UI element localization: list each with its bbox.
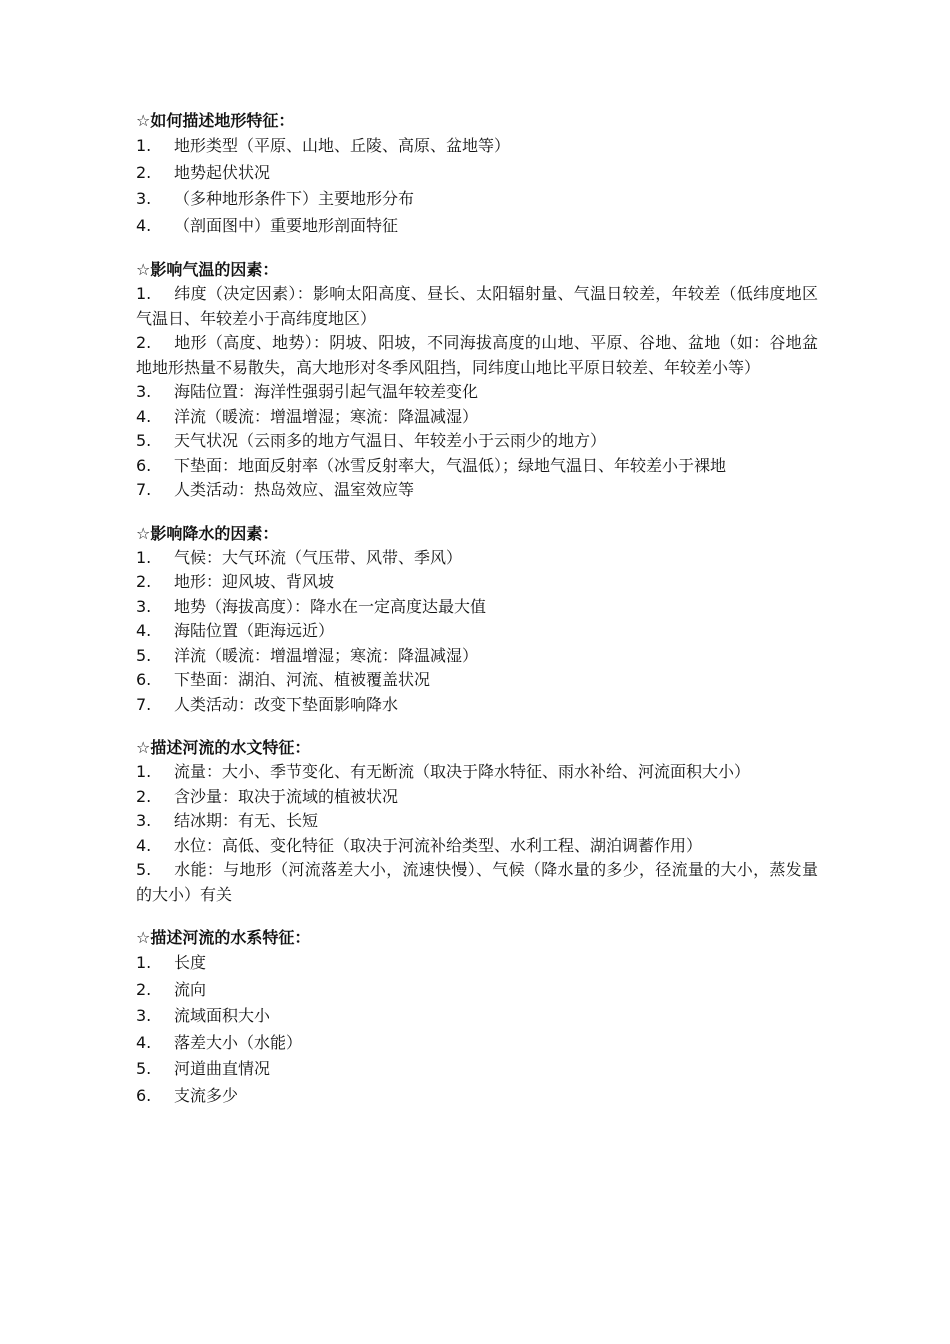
list-item <box>136 595 818 620</box>
list-item <box>136 405 818 430</box>
list-item <box>136 809 818 834</box>
list-item <box>136 977 818 1004</box>
item-number: 3. <box>136 189 152 208</box>
item-text: 地形（高度、地势）：阴坡、阳坡，不同海拔高度的山地、平原、谷地、盆地（如：谷地盆地地形热量不易散失，高大地形对冬季风阻挡，同纬度山地比平原日较差、年较差小等） <box>136 333 818 377</box>
list-item <box>136 785 818 810</box>
item-text: 长度 <box>174 953 207 972</box>
section-river-system <box>136 925 818 1109</box>
item-text: 河道曲直情况 <box>174 1059 271 1078</box>
list-item <box>136 1083 818 1110</box>
item-number: 4. <box>136 215 152 235</box>
item-text: 地势起伏状况 <box>174 162 271 182</box>
item-number: 5. <box>136 860 152 879</box>
list-item <box>136 429 818 454</box>
section-title: ☆影响气温的因素： <box>136 260 279 279</box>
list-item <box>136 546 818 571</box>
item-number: 1. <box>136 953 152 972</box>
item-text: 气候：大气环流（气压带、风带、季风） <box>174 547 463 567</box>
item-number: 1. <box>136 136 152 155</box>
section-title: ☆描述河流的水文特征： <box>136 738 311 757</box>
item-number: 2. <box>136 572 152 591</box>
document-page <box>136 108 818 1127</box>
list-item <box>136 331 818 380</box>
item-text: （剖面图中）重要地形剖面特征 <box>174 215 399 235</box>
item-number: 3. <box>136 1006 152 1025</box>
item-number: 2. <box>136 333 152 352</box>
item-text: 纬度（决定因素）：影响太阳高度、昼长、太阳辐射量、气温日较差，年较差（低纬度地区气温日、年较差小于高纬度地区） <box>136 284 818 328</box>
item-number: 3. <box>136 811 152 830</box>
item-number: 7. <box>136 694 152 714</box>
item-number: 5. <box>136 1059 152 1078</box>
list-item <box>136 160 818 187</box>
list-item <box>136 1030 818 1057</box>
item-number: 6. <box>136 670 152 689</box>
list-item <box>136 1003 818 1030</box>
list-item <box>136 282 818 331</box>
list-item <box>136 1056 818 1083</box>
list-item <box>136 834 818 859</box>
item-text: （多种地形条件下）主要地形分布 <box>174 189 415 208</box>
item-text: 人类活动：改变下垫面影响降水 <box>174 694 399 714</box>
item-number: 7. <box>136 480 152 499</box>
list-item <box>136 213 818 240</box>
item-number: 1. <box>136 284 152 303</box>
item-number: 2. <box>136 786 152 806</box>
item-text: 洋流（暖流：增温增湿；寒流：降温减湿） <box>174 645 479 665</box>
item-number: 2. <box>136 162 152 182</box>
item-text: 水位：高低、变化特征（取决于河流补给类型、水利工程、湖泊调蓄作用） <box>174 835 703 855</box>
section-title: ☆如何描述地形特征： <box>136 111 295 130</box>
item-text: 流量：大小、季节变化、有无断流（取决于降水特征、雨水补给、河流面积大小） <box>174 762 751 781</box>
item-number: 3. <box>136 596 152 616</box>
item-text: 水能：与地形（河流落差大小，流速快慢）、气候（降水量的多少，径流量的大小，蒸发量的大小）有关 <box>136 860 818 904</box>
item-text: 落差大小（水能） <box>174 1032 303 1052</box>
item-text: 流域面积大小 <box>174 1006 271 1025</box>
section-river-hydrology <box>136 735 818 907</box>
item-text: 下垫面：湖泊、河流、植被覆盖状况 <box>174 670 431 689</box>
item-text: 含沙量：取决于流域的植被状况 <box>174 786 399 806</box>
item-number: 6. <box>136 1085 152 1105</box>
list-item <box>136 186 818 213</box>
item-text: 下垫面：地面反射率（冰雪反射率大，气温低）；绿地气温日、年较差小于裸地 <box>174 455 727 475</box>
item-number: 4. <box>136 406 152 426</box>
list-item <box>136 858 818 907</box>
list-item <box>136 619 818 644</box>
list-item <box>136 454 818 479</box>
list-item <box>136 570 818 595</box>
section-title: ☆影响降水的因素： <box>136 523 279 543</box>
item-text: 人类活动：热岛效应、温室效应等 <box>174 480 415 499</box>
item-number: 1. <box>136 762 152 781</box>
item-number: 4. <box>136 621 152 640</box>
list-item <box>136 760 818 785</box>
item-text: 海陆位置（距海远近） <box>174 621 335 640</box>
item-number: 6. <box>136 455 152 475</box>
item-text: 海陆位置：海洋性强弱引起气温年较差变化 <box>174 382 479 401</box>
item-number: 5. <box>136 431 152 450</box>
list-item <box>136 133 818 160</box>
item-text: 流向 <box>174 979 207 999</box>
section-precipitation-factors <box>136 521 818 718</box>
list-item <box>136 693 818 718</box>
item-number: 5. <box>136 645 152 665</box>
item-number: 1. <box>136 547 152 567</box>
section-terrain-features <box>136 108 818 239</box>
item-text: 结冰期：有无、长短 <box>174 811 319 830</box>
item-number: 2. <box>136 979 152 999</box>
item-text: 洋流（暖流：增温增湿；寒流：降温减湿） <box>174 406 479 426</box>
item-text: 地形：迎风坡、背风坡 <box>174 572 335 591</box>
section-temperature-factors <box>136 257 818 503</box>
item-text: 支流多少 <box>174 1085 239 1105</box>
item-text: 地势（海拔高度）：降水在一定高度达最大值 <box>174 596 487 616</box>
list-item <box>136 950 818 977</box>
item-number: 4. <box>136 835 152 855</box>
item-number: 4. <box>136 1032 152 1052</box>
list-item <box>136 644 818 669</box>
list-item <box>136 380 818 405</box>
item-text: 地形类型（平原、山地、丘陵、高原、盆地等） <box>174 136 511 155</box>
section-title: ☆描述河流的水系特征： <box>136 928 311 947</box>
item-text: 天气状况（云雨多的地方气温日、年较差小于云雨少的地方） <box>174 431 607 450</box>
list-item <box>136 668 818 693</box>
list-item <box>136 478 818 503</box>
item-number: 3. <box>136 382 152 401</box>
